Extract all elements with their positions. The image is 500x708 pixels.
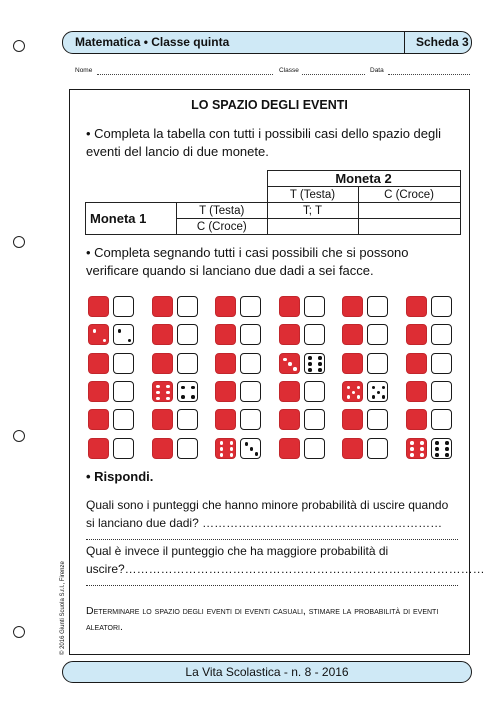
white-die[interactable] (177, 324, 198, 345)
white-die[interactable] (367, 409, 388, 430)
red-die[interactable] (152, 353, 173, 374)
red-die[interactable] (279, 438, 300, 459)
binder-hole-2 (13, 236, 25, 248)
die-pip (372, 395, 376, 399)
red-die[interactable] (406, 409, 427, 430)
white-die[interactable] (367, 296, 388, 317)
die-pip (156, 385, 160, 389)
die-pip (357, 386, 361, 390)
die-pip (435, 447, 439, 451)
red-die[interactable] (342, 296, 363, 317)
white-die[interactable] (367, 381, 388, 402)
white-die[interactable] (113, 409, 134, 430)
die-pip (220, 453, 224, 457)
die-pip (156, 397, 160, 401)
sheet-number: Scheda 3 (416, 35, 469, 49)
white-die[interactable] (113, 438, 134, 459)
white-die[interactable] (240, 409, 261, 430)
die-pip (166, 391, 170, 395)
white-die[interactable] (304, 438, 325, 459)
learning-objective: Determinare lo spazio degli eventi di eventi casuali, stimare la probabilità di eventi aleatori. (86, 605, 439, 633)
col-testa: T (Testa) (267, 187, 358, 203)
white-die[interactable] (304, 409, 325, 430)
red-die[interactable] (342, 353, 363, 374)
footer-band: La Vita Scolastica - n. 8 - 2016 (62, 661, 472, 683)
cell-tc[interactable] (358, 203, 460, 219)
red-die[interactable] (342, 381, 363, 402)
white-die[interactable] (304, 353, 325, 374)
white-die[interactable] (113, 353, 134, 374)
die-pip (352, 391, 356, 395)
red-die[interactable] (88, 296, 109, 317)
white-die[interactable] (240, 324, 261, 345)
red-die[interactable] (279, 296, 300, 317)
col-croce: C (Croce) (358, 187, 460, 203)
red-die[interactable] (406, 353, 427, 374)
header-divider (404, 32, 405, 53)
die-pip (308, 362, 312, 366)
red-die[interactable] (342, 438, 363, 459)
white-die[interactable] (240, 296, 261, 317)
die-pip (445, 441, 449, 445)
name-field[interactable] (97, 74, 273, 75)
die-pip (255, 452, 259, 456)
red-die[interactable] (88, 324, 109, 345)
die-pip (103, 339, 107, 343)
header-title: Matematica • Classe quinta (75, 35, 230, 49)
die-pip (128, 339, 132, 343)
white-die[interactable] (367, 324, 388, 345)
white-die[interactable] (240, 381, 261, 402)
question-1: Quali sono i punteggi che hanno minore probabilità di uscire quando si lanciano due dadi? …………………………………………………… (86, 498, 449, 530)
die-pip (318, 356, 322, 360)
red-die[interactable] (279, 381, 300, 402)
cell-ct[interactable] (267, 219, 358, 235)
binder-hole-1 (13, 40, 25, 52)
die-pip (318, 368, 322, 372)
row-testa: T (Testa) (177, 203, 268, 219)
white-die[interactable] (113, 324, 134, 345)
die-pip (191, 395, 195, 399)
die-pip (230, 441, 234, 445)
die-pip (372, 386, 376, 390)
die-pip (420, 441, 424, 445)
die-pip (445, 447, 449, 451)
white-die[interactable] (240, 353, 261, 374)
white-die[interactable] (304, 324, 325, 345)
binder-hole-3 (13, 430, 25, 442)
die-pip (347, 395, 351, 399)
die-pip (410, 447, 414, 451)
white-die[interactable] (177, 381, 198, 402)
white-die[interactable] (304, 296, 325, 317)
red-die[interactable] (406, 324, 427, 345)
white-die[interactable] (431, 438, 452, 459)
die-pip (288, 362, 292, 366)
class-label: Classe (279, 67, 299, 74)
red-die[interactable] (215, 409, 236, 430)
white-die[interactable] (177, 409, 198, 430)
die-pip (382, 395, 386, 399)
red-die[interactable] (279, 324, 300, 345)
red-die[interactable] (88, 409, 109, 430)
white-die[interactable] (431, 409, 452, 430)
die-pip (308, 356, 312, 360)
white-die[interactable] (367, 438, 388, 459)
die-pip (230, 447, 234, 451)
red-die[interactable] (406, 296, 427, 317)
die-pip (347, 386, 351, 390)
die-pip (93, 329, 97, 333)
red-die[interactable] (215, 324, 236, 345)
answer-heading: • Rispondi. (86, 469, 154, 484)
binder-hole-4 (13, 626, 25, 638)
red-die[interactable] (152, 324, 173, 345)
answer-line-1[interactable] (86, 539, 458, 540)
red-die[interactable] (215, 353, 236, 374)
die-pip (283, 358, 287, 362)
red-die[interactable] (88, 353, 109, 374)
cell-cc[interactable] (358, 219, 460, 235)
row-croce: C (Croce) (177, 219, 268, 235)
white-die[interactable] (431, 324, 452, 345)
red-die[interactable] (152, 409, 173, 430)
question-2: Qual è invece il punteggio che ha maggiore probabilità di uscire?……………………………………………………………………………… (86, 544, 485, 576)
die-pip (181, 395, 185, 399)
red-die[interactable] (152, 381, 173, 402)
die-pip (181, 386, 185, 390)
white-die[interactable] (177, 296, 198, 317)
cell-tt: T; T (267, 203, 358, 219)
white-die[interactable] (431, 381, 452, 402)
white-die[interactable] (304, 381, 325, 402)
die-pip (293, 367, 297, 371)
worksheet-frame (69, 89, 485, 655)
white-die[interactable] (240, 438, 261, 459)
red-die[interactable] (342, 409, 363, 430)
white-die[interactable] (113, 296, 134, 317)
copyright-notice: © 2016 Giunti Scuola S.r.l., Firenze (60, 561, 66, 655)
instruction-coins: • Completa la tabella con tutti i possibili casi dello spazio degli eventi del lancio di due monete. (86, 126, 442, 159)
die-pip (445, 453, 449, 457)
name-label: Nome (75, 67, 93, 74)
die-pip (191, 386, 195, 390)
red-die[interactable] (342, 324, 363, 345)
red-die[interactable] (88, 381, 109, 402)
moneta2-header: Moneta 2 (267, 171, 460, 187)
red-die[interactable] (215, 438, 236, 459)
die-pip (377, 391, 381, 395)
die-pip (156, 391, 160, 395)
white-die[interactable] (113, 381, 134, 402)
date-label: Data (370, 67, 384, 74)
red-die[interactable] (152, 296, 173, 317)
red-die[interactable] (406, 438, 427, 459)
red-die[interactable] (215, 296, 236, 317)
die-pip (318, 362, 322, 366)
white-die[interactable] (431, 296, 452, 317)
moneta1-header: Moneta 1 (86, 203, 177, 235)
header-band (62, 31, 472, 54)
red-die[interactable] (215, 381, 236, 402)
white-die[interactable] (177, 353, 198, 374)
die-pip (220, 441, 224, 445)
die-pip (420, 453, 424, 457)
die-pip (166, 397, 170, 401)
die-pip (382, 386, 386, 390)
die-pip (420, 447, 424, 451)
red-die[interactable] (152, 438, 173, 459)
die-pip (118, 329, 122, 333)
red-die[interactable] (406, 381, 427, 402)
red-die[interactable] (88, 438, 109, 459)
die-pip (230, 453, 234, 457)
section-title: LO SPAZIO DEGLI EVENTI (191, 98, 348, 112)
red-die[interactable] (279, 353, 300, 374)
die-pip (435, 441, 439, 445)
die-pip (250, 447, 254, 451)
die-pip (166, 385, 170, 389)
instruction-dice: • Completa segnando tutti i casi possibili che si possono verificare quando si lanciano due dadi a sei facce. (86, 245, 409, 278)
coin-outcome-table (85, 170, 461, 235)
answer-line-2[interactable] (86, 585, 458, 586)
die-pip (245, 442, 249, 446)
die-pip (308, 368, 312, 372)
white-die[interactable] (177, 438, 198, 459)
die-pip (357, 395, 361, 399)
white-die[interactable] (431, 353, 452, 374)
die-pip (435, 453, 439, 457)
date-field[interactable] (388, 74, 470, 75)
die-pip (410, 441, 414, 445)
die-pip (220, 447, 224, 451)
red-die[interactable] (279, 409, 300, 430)
white-die[interactable] (367, 353, 388, 374)
class-field[interactable] (302, 74, 365, 75)
die-pip (410, 453, 414, 457)
